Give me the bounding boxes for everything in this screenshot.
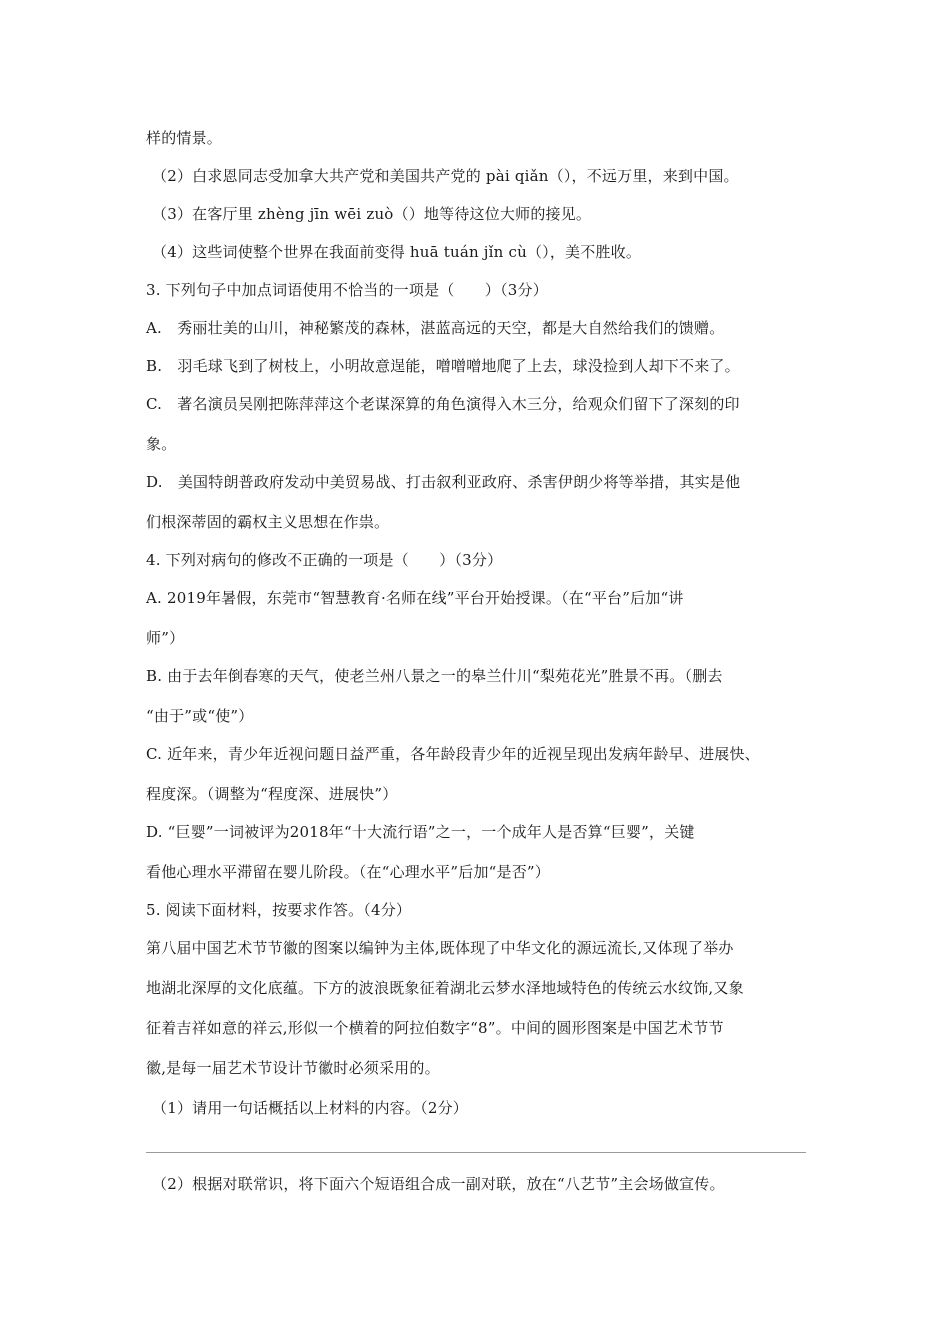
question-4-option-a: A. 2019年暑假，东莞市“智慧教育·名师在线”平台开始授课。（在“平台”后加“讲 — [146, 589, 684, 607]
question-3-stem: 3. 下列句子中加点词语使用不恰当的一项是（ ）（3分） — [146, 281, 548, 299]
question-5-2: （2）根据对联常识，将下面六个短语组合成一副对联，放在“八艺节”主会场做宣传。 — [152, 1175, 725, 1193]
question-4-option-b: B. 由于去年倒春寒的天气，使老兰州八景之一的皋兰什川“梨苑花光”胜景不再。（删去 — [146, 667, 723, 685]
material-paragraph-line: 第八届中国艺术节节徽的图案以编钟为主体,既体现了中华文化的源远流长,又体现了举办 — [146, 939, 734, 957]
question-4-option-c: C. 近年来，青少年近视问题日益严重，各年龄段青少年的近视呈现出发病年龄早、进展快、 — [146, 745, 760, 763]
question-3-option-a: A. 秀丽壮美的山川，神秘繁茂的森林，湛蓝高远的天空，都是大自然给我们的馈赠。 — [146, 319, 725, 337]
question-4-option-d-cont: 看他心理水平滞留在婴儿阶段。（在“心理水平”后加“是否”） — [146, 863, 550, 881]
material-paragraph-line: 地湖北深厚的文化底蕴。下方的波浪既象征着湖北云梦水泽地域特色的传统云水纹饰,又象 — [146, 979, 744, 997]
text-line: 样的情景。 — [146, 129, 223, 147]
question-4-option-d: D. “巨婴”一词被评为2018年“十大流行语”之一，一个成年人是否算“巨婴”，关键 — [146, 823, 695, 841]
answer-line — [146, 1152, 806, 1153]
question-4-stem: 4. 下列对病句的修改不正确的一项是（ ）（3分） — [146, 551, 503, 569]
question-4-option-c-cont: 程度深。（调整为“程度深、进展快”） — [146, 785, 398, 803]
question-2-3: （3）在客厅里 zhèng jīn wēi zuò（）地等待这位大师的接见。 — [152, 205, 592, 223]
question-4-option-b-cont: “由于”或“使”） — [146, 707, 254, 725]
question-3-option-c-cont: 象。 — [146, 435, 177, 453]
question-3-option-c: C. 著名演员吴刚把陈萍萍这个老谋深算的角色演得入木三分，给观众们留下了深刻的印 — [146, 395, 740, 413]
material-paragraph-line: 徽,是每一届艺术节设计节徽时必须采用的。 — [146, 1059, 440, 1077]
question-4-option-a-cont: 师”） — [146, 629, 185, 647]
question-3-option-d: D. 美国特朗普政府发动中美贸易战、打击叙利亚政府、杀害伊朗少将等举措，其实是他 — [146, 473, 741, 491]
question-2-2: （2）白求恩同志受加拿大共产党和美国共产党的 pài qiǎn（），不远万里，来到中国。 — [152, 167, 739, 185]
question-5-stem: 5. 阅读下面材料，按要求作答。（4分） — [146, 901, 412, 919]
question-3-option-d-cont: 们根深蒂固的霸权主义思想在作祟。 — [146, 513, 390, 531]
question-5-1: （1）请用一句话概括以上材料的内容。（2分） — [152, 1099, 468, 1117]
question-3-option-b: B. 羽毛球飞到了树枝上，小明故意逞能，噌噌噌地爬了上去，球没捡到人却下不来了。 — [146, 357, 740, 375]
question-2-4: （4）这些词使整个世界在我面前变得 huā tuán jǐn cù（），美不胜收。 — [152, 243, 642, 261]
material-paragraph-line: 征着吉祥如意的祥云,形似一个横着的阿拉伯数字“8”。中间的圆形图案是中国艺术节节 — [146, 1019, 724, 1037]
